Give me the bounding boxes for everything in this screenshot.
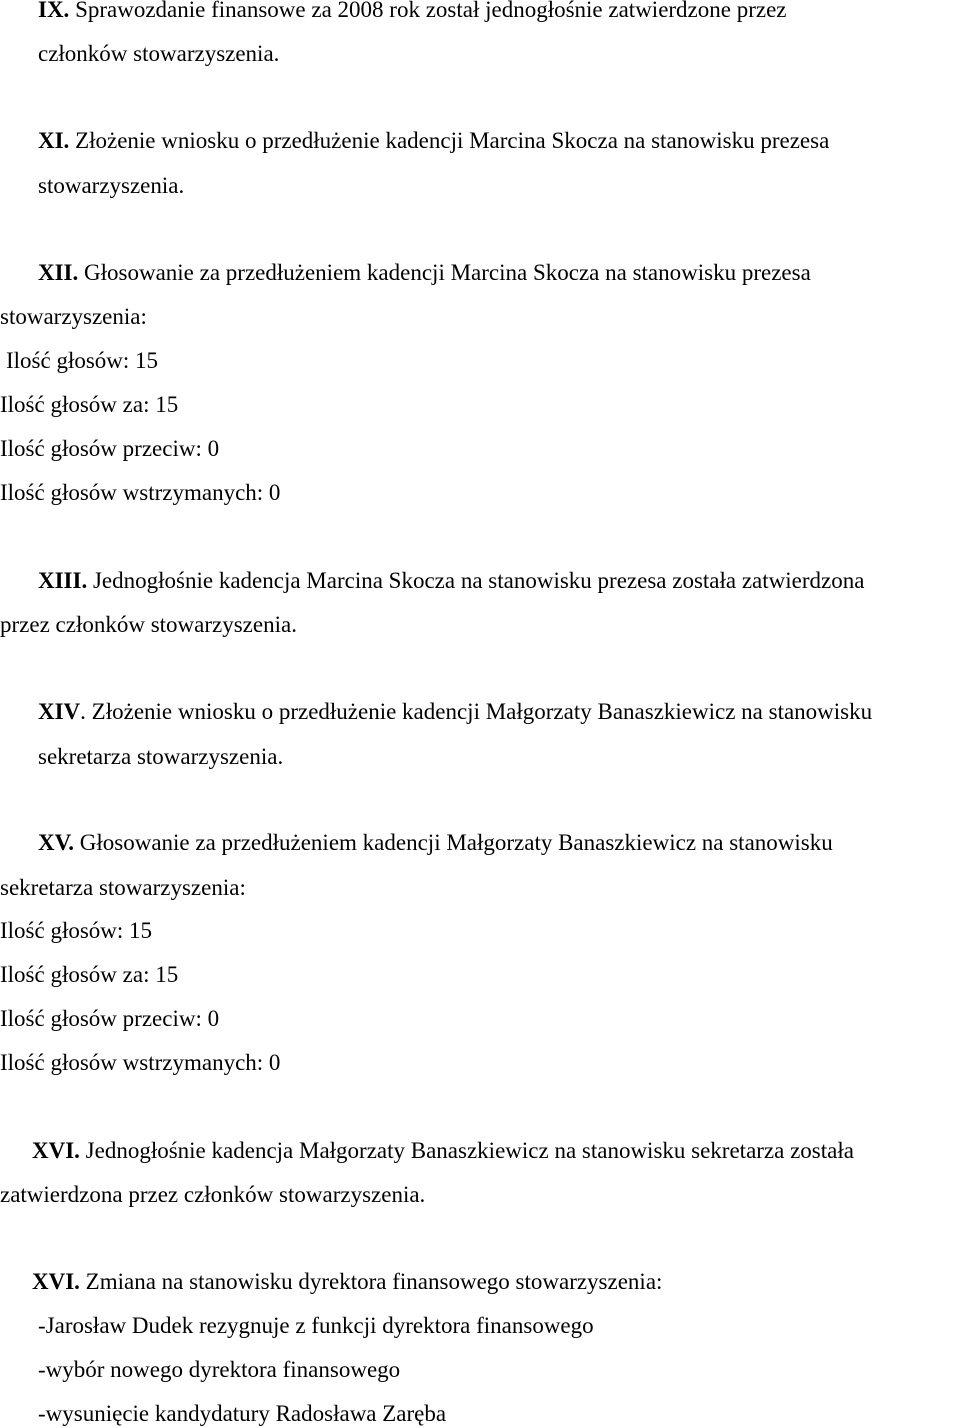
item-number: XVI. — [32, 1269, 80, 1294]
item-xiii-heading — [38, 567, 864, 595]
item-text: Sprawozdanie finansowe za 2008 rok został jednogłośnie zatwierdzone przez — [69, 0, 787, 22]
item-number: XIV — [38, 699, 81, 724]
item-ix-heading — [38, 0, 787, 24]
item-text: Jednogłośnie kadencja Małgorzaty Banaszkiewicz na stanowisku sekretarza została — [79, 1138, 854, 1163]
item-number: XIII. — [38, 568, 88, 593]
item-text: Głosowanie za przedłużeniem kadencji Małgorzaty Banaszkiewicz na stanowisku — [74, 830, 833, 855]
item-text: Głosowanie za przedłużeniem kadencji Marcina Skocza na stanowisku prezesa — [78, 260, 811, 285]
item-number: XII. — [38, 260, 79, 285]
votes-abstain: Ilość głosów wstrzymanych: 0 — [0, 480, 281, 505]
item-xi-continuation: stowarzyszenia. — [38, 173, 185, 198]
item-xii-continuation: stowarzyszenia: — [0, 304, 147, 329]
item-xvi-a-heading — [32, 1137, 854, 1165]
votes-against: Ilość głosów przeciw: 0 — [0, 436, 220, 461]
item-xiv-heading — [38, 698, 872, 726]
item-xv-heading — [38, 829, 833, 857]
item-text: Złożenie wniosku o przedłużenie kadencji Marcina Skocza na stanowisku prezesa — [69, 128, 830, 153]
item-xvi-b-heading — [32, 1268, 662, 1296]
votes-for: Ilość głosów za: 15 — [0, 392, 179, 417]
item-text: . Złożenie wniosku o przedłużenie kadencji Małgorzaty Banaszkiewicz na stanowisku — [80, 699, 873, 724]
votes-total: Ilość głosów: 15 — [6, 348, 159, 373]
item-number: IX. — [38, 0, 70, 22]
item-text: Zmiana na stanowisku dyrektora finansowego stowarzyszenia: — [79, 1269, 663, 1294]
item-xi-heading — [38, 127, 829, 155]
item-xiv-continuation: sekretarza stowarzyszenia. — [38, 744, 284, 769]
votes-for: Ilość głosów za: 15 — [0, 962, 179, 987]
votes-against: Ilość głosów przeciw: 0 — [0, 1006, 220, 1031]
item-ix-continuation: członków stowarzyszenia. — [38, 41, 280, 66]
item-xvi-a-continuation: zatwierdzona przez członków stowarzyszenia. — [0, 1182, 426, 1207]
item-text: Jednogłośnie kadencja Marcina Skocza na stanowisku prezesa została zatwierdzona — [87, 568, 865, 593]
item-xiii-continuation: przez członków stowarzyszenia. — [0, 612, 297, 637]
item-xv-continuation: sekretarza stowarzyszenia: — [0, 875, 246, 900]
votes-total: Ilość głosów: 15 — [0, 918, 153, 943]
bullet-item: -wybór nowego dyrektora finansowego — [38, 1357, 401, 1382]
item-number: XVI. — [32, 1138, 80, 1163]
item-number: XI. — [38, 128, 70, 153]
item-number: XV. — [38, 830, 75, 855]
item-xii-heading — [38, 259, 811, 287]
votes-abstain: Ilość głosów wstrzymanych: 0 — [0, 1050, 281, 1075]
bullet-item: -wysunięcie kandydatury Radosława Zaręba — [38, 1401, 447, 1426]
bullet-item: -Jarosław Dudek rezygnuje z funkcji dyrektora finansowego — [38, 1313, 594, 1338]
